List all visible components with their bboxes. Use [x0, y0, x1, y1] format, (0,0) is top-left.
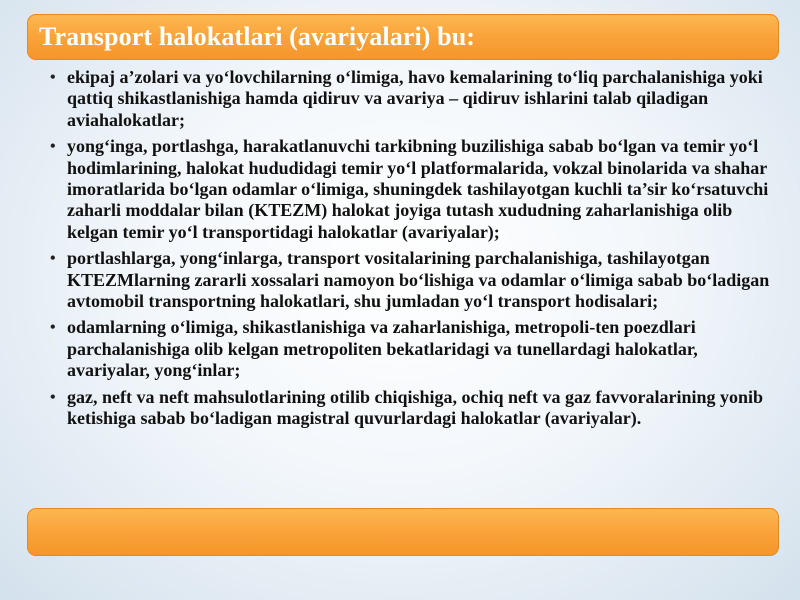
bullet-item: [40, 248, 772, 312]
bullet-text: ekipaj a’zolari va yo‘lovchilarning o‘limiga, havo kemalarining to‘liq parchalanishiga yoki qattiq shikastlanishiga hamda qidiruv va avariya – qidiruv ishlarini talab qiladigan aviahalokatlar;: [67, 67, 763, 130]
bullet-icon: •: [50, 138, 56, 156]
bullet-text: odamlarning o‘limiga, shikastlanishiga va zaharlanishiga, metropoli-ten poezdlari parchalanishiga olib kelgan metropoliten bekatlaridagi va tunellardagi halokatlar, avariyalar, yong‘inlar;: [67, 317, 698, 381]
bullet-text: portlashlarga, yong‘inlarga, transport vositalarining parchalanishiga, tashilayotgan KTEZMlarning zararli xossalari namoyon bo‘lishiga va odamlar o‘limiga sabab bo‘ladigan avtomobil transportning halokatlari, shu jumladan yo‘l transport hodisalari;: [67, 248, 770, 312]
bullet-item: [40, 67, 772, 131]
bullet-icon: •: [50, 69, 56, 86]
slide-title: Transport halokatlari (avariyalari) bu:: [39, 22, 476, 51]
footer-bar: [27, 508, 779, 556]
title-bar: [27, 14, 779, 60]
bullet-icon: •: [50, 250, 56, 268]
bullet-text: yong‘inga, portlashga, harakatlanuvchi tarkibning buzilishiga sabab bo‘lgan va temir yo‘l hodimlarining, halokat hududidagi temir yo‘l platformalarida, vokzal binolarida va shahar imoratlarida bo‘lgan odamlar o‘limiga, shuningdek tashilayotgan kuchli ta’sir ko‘rsatuvchi zaharli moddalar bilan (KTEZM) halokat joyiga tutash xududning zaharlanishiga olib kelgan temir yo‘l transportidagi halokatlar (avariyalar);: [67, 136, 769, 242]
bullet-item: [40, 136, 772, 243]
bullet-text: gaz, neft va neft mahsulotlarining otilib chiqishiga, ochiq neft va gaz favvoralarining yonib ketishiga sabab bo‘ladigan magistral quvurlardagi halokatlar (avariyalar).: [67, 386, 764, 429]
bullet-icon: •: [50, 319, 56, 337]
bullet-item: [40, 387, 772, 430]
bullet-item: [40, 317, 772, 381]
bullet-list: [40, 67, 772, 430]
bullet-icon: •: [50, 388, 56, 406]
slide-content: [40, 67, 772, 435]
